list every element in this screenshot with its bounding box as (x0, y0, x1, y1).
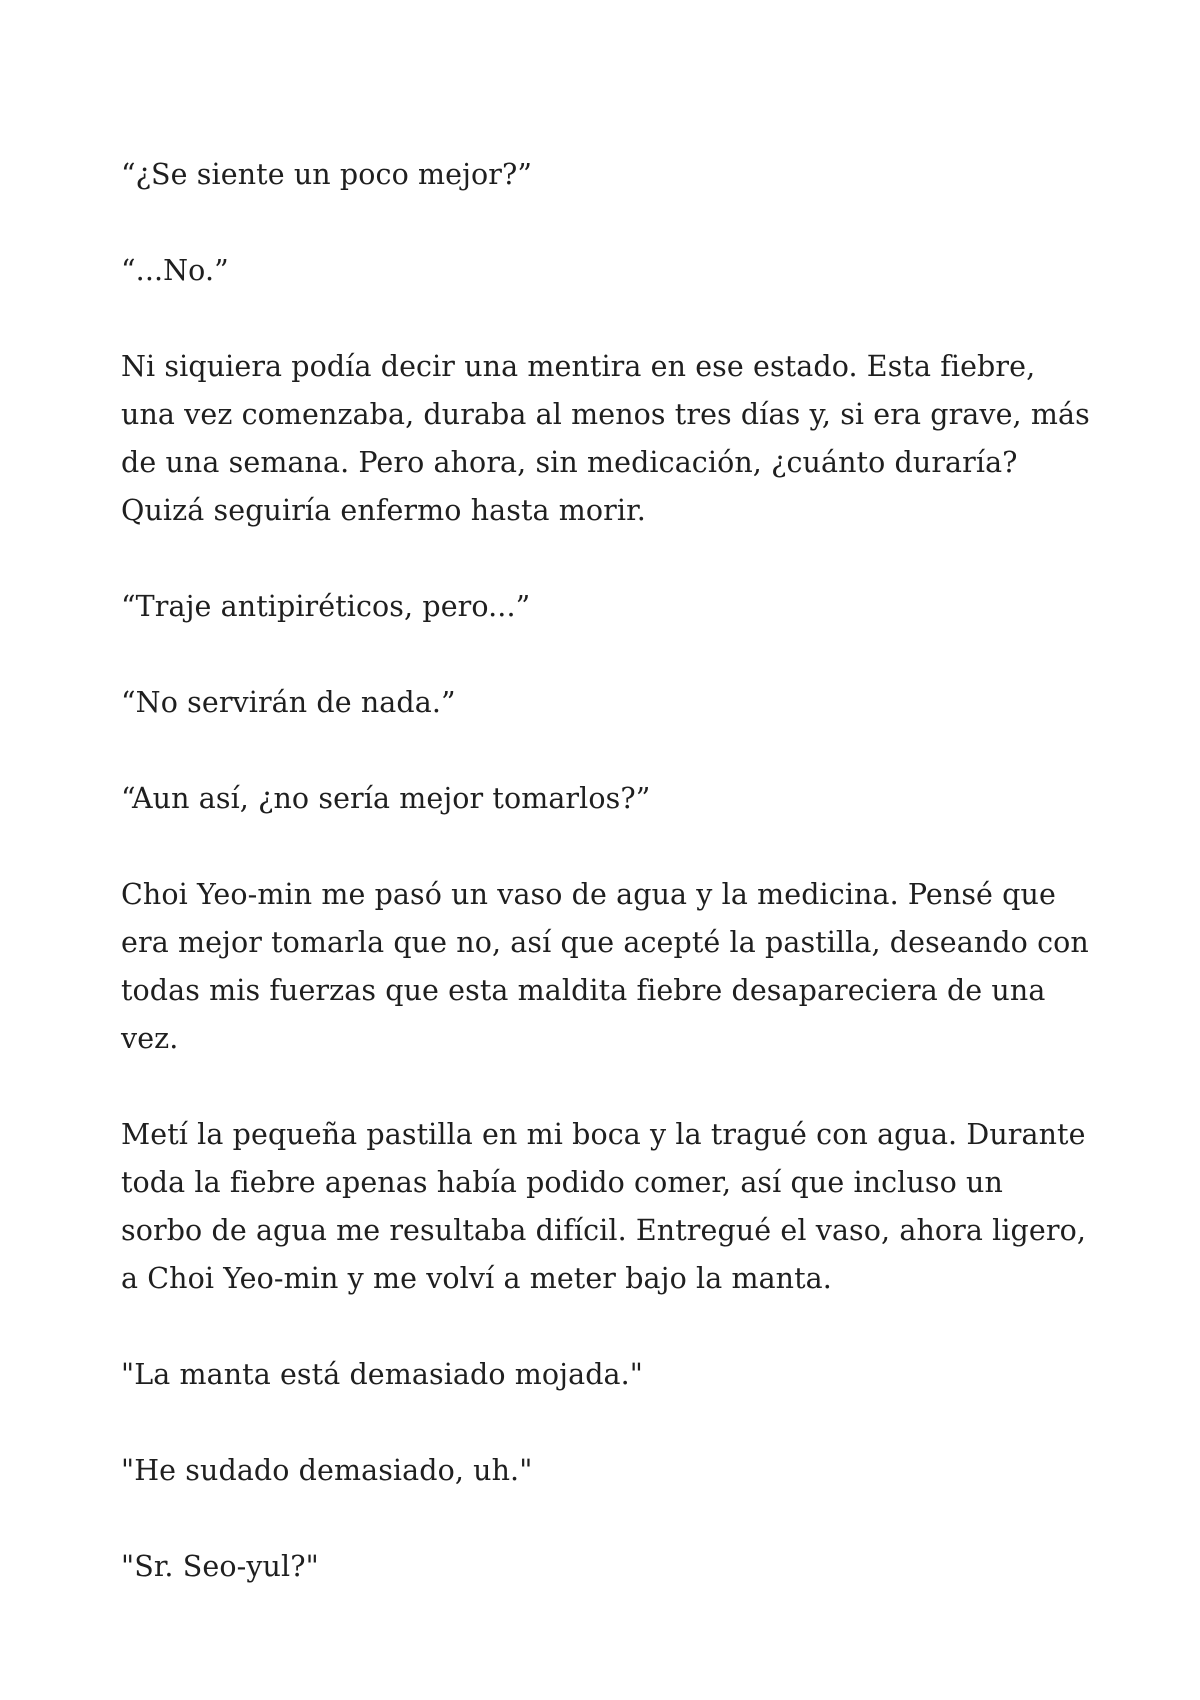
paragraph-question: “¿Se siente un poco mejor?” (121, 158, 533, 191)
paragraph-fever-narration: Ni siquiera podía decir una mentira en ese estado. Esta fiebre, una vez comenzaba, duraba al menos tres días y, si era grave, más de una semana. Pero ahora, sin medicación, ¿cuánto duraría? Quizá seguiría enfermo hasta morir. (121, 350, 1090, 527)
paragraph-seo-yul: "Sr. Seo-yul?" (121, 1550, 319, 1583)
paragraph-medicine-narration: Choi Yeo-min me pasó un vaso de agua y la medicina. Pensé que era mejor tomarla que no, así que acepté la pastilla, deseando con todas mis fuerzas que esta maldita fiebre desapareciera de una vez. (121, 878, 1089, 1055)
paragraph-take-them: “Aun así, ¿no sería mejor tomarlos?” (121, 782, 651, 815)
paragraph-antipyretics: “Traje antipiréticos, pero...” (121, 590, 531, 623)
paragraph-pill-narration: Metí la pequeña pastilla en mi boca y la tragué con agua. Durante toda la fiebre apenas había podido comer, así que incluso un sorbo de agua me resultaba difícil. Entregué el vaso, ahora ligero, a Choi Yeo-min y me volví a meter bajo la manta. (121, 1118, 1087, 1295)
paragraph-wet-blanket: "La manta está demasiado mojada." (121, 1358, 643, 1391)
paragraph-sweated: "He sudado demasiado, uh." (121, 1454, 533, 1487)
paragraph-no-use: “No servirán de nada.” (121, 686, 456, 719)
paragraph-answer-no: “...No.” (121, 254, 229, 287)
